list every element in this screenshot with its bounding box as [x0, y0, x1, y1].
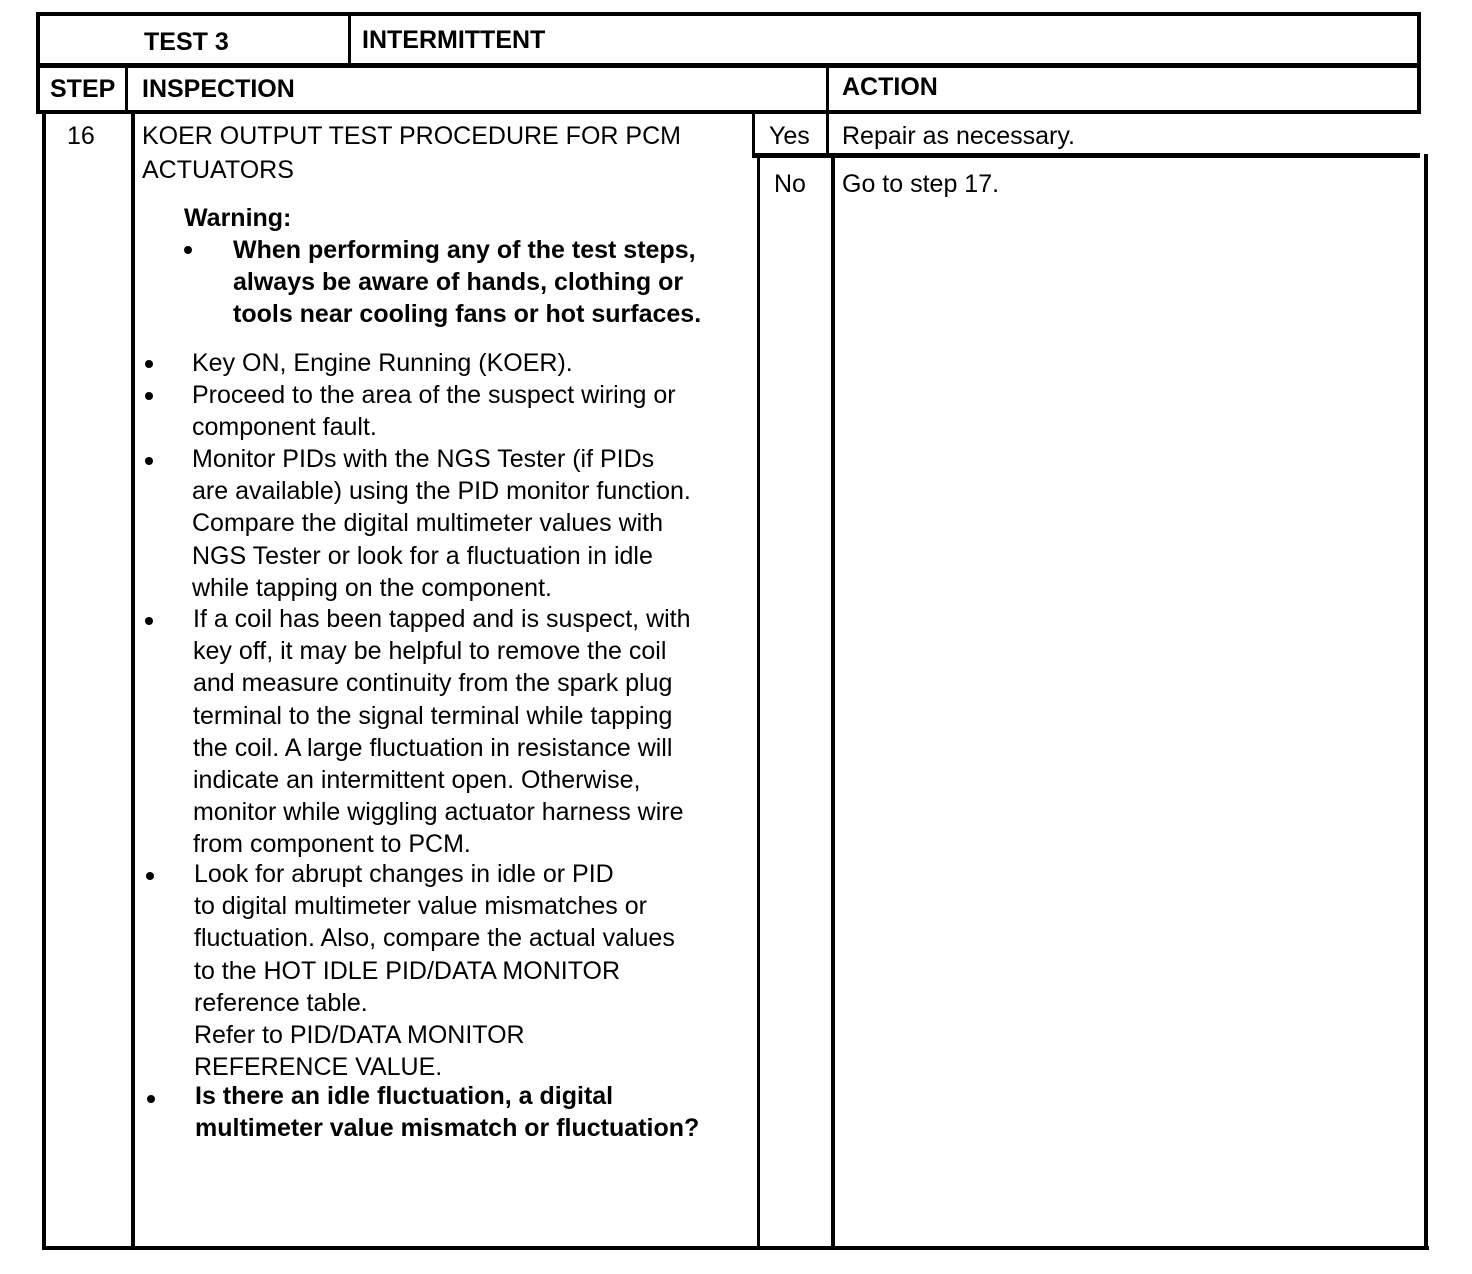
bullet-icon [145, 360, 153, 368]
bullet-3-text: Monitor PIDs with the NGS Tester (if PIDs are available) using the PID monitor function. Compare the digital multimeter values with NGS Tester or look for a fluctuation in idle while tapping on the component. [192, 445, 691, 602]
table-border-left-colhead [36, 64, 40, 114]
inspection-answer-divider-body [757, 156, 760, 1248]
bullet-icon [145, 457, 153, 465]
action-no: Go to step 17. [842, 170, 1000, 198]
table-border-bottom [42, 1246, 1429, 1250]
table-border-left-body [42, 112, 46, 1250]
column-header-inspection: INSPECTION [142, 75, 295, 103]
test-title-divider [348, 14, 351, 66]
bullet-1-text: Key ON, Engine Running (KOER). [192, 349, 573, 377]
answer-yes: Yes [769, 122, 810, 150]
colhead-divider [36, 110, 1421, 114]
bullet-icon [145, 392, 153, 400]
bullet-2-text: Proceed to the area of the suspect wiring or component fault. [192, 381, 676, 442]
warning-label: Warning: [184, 204, 292, 232]
step-column-divider [125, 66, 128, 114]
action-column-divider [826, 66, 829, 158]
answer-no: No [774, 170, 806, 198]
bullet-icon [147, 1095, 155, 1103]
bullet-icon [146, 872, 154, 880]
bullet-6-question: Is there an idle fluctuation, a digital multimeter value mismatch or fluctuation? [195, 1082, 700, 1143]
step-number: 16 [67, 122, 95, 150]
action-yes: Repair as necessary. [842, 122, 1075, 150]
inspection-title-line2: ACTUATORS [142, 156, 294, 184]
table-border-top [36, 12, 1421, 16]
test-label: TEST 3 [144, 28, 229, 56]
table-border-right-header [1417, 12, 1421, 112]
step-column-divider-body [131, 112, 135, 1250]
header-divider [36, 63, 1421, 68]
bullet-icon [145, 617, 153, 625]
warning-bullet-icon [184, 246, 192, 254]
column-header-step: STEP [50, 75, 116, 103]
action-column-divider-body [831, 156, 835, 1248]
bullet-4-text: If a coil has been tapped and is suspect, with key off, it may be helpful to remove the coil and measure continuity from the spark plug terminal to the signal terminal while tapping the coil. A large fluctuation in resistance will indicate an intermittent open. Otherwise, monitor while wiggling actuator harness wire from component to PCM. [193, 605, 691, 859]
inspection-answer-divider [752, 112, 755, 158]
yes-no-divider [752, 153, 1420, 158]
inspection-title-line1: KOER OUTPUT TEST PROCEDURE FOR PCM [142, 122, 681, 150]
warning-text: When performing any of the test steps, always be aware of hands, clothing or tools near cooling fans or hot surfaces. [233, 236, 702, 329]
test-title: INTERMITTENT [362, 26, 546, 54]
table-border-left-header [36, 12, 40, 68]
table-border-right-body [1424, 154, 1428, 1250]
column-header-action: ACTION [842, 73, 938, 101]
bullet-5-text: Look for abrupt changes in idle or PID to digital multimeter value mismatches or fluctuation. Also, compare the actual values to the HOT IDLE PID/DATA MONITOR reference table. Refer to PID/DATA MONITOR REFERENCE VALUE. [194, 860, 675, 1082]
